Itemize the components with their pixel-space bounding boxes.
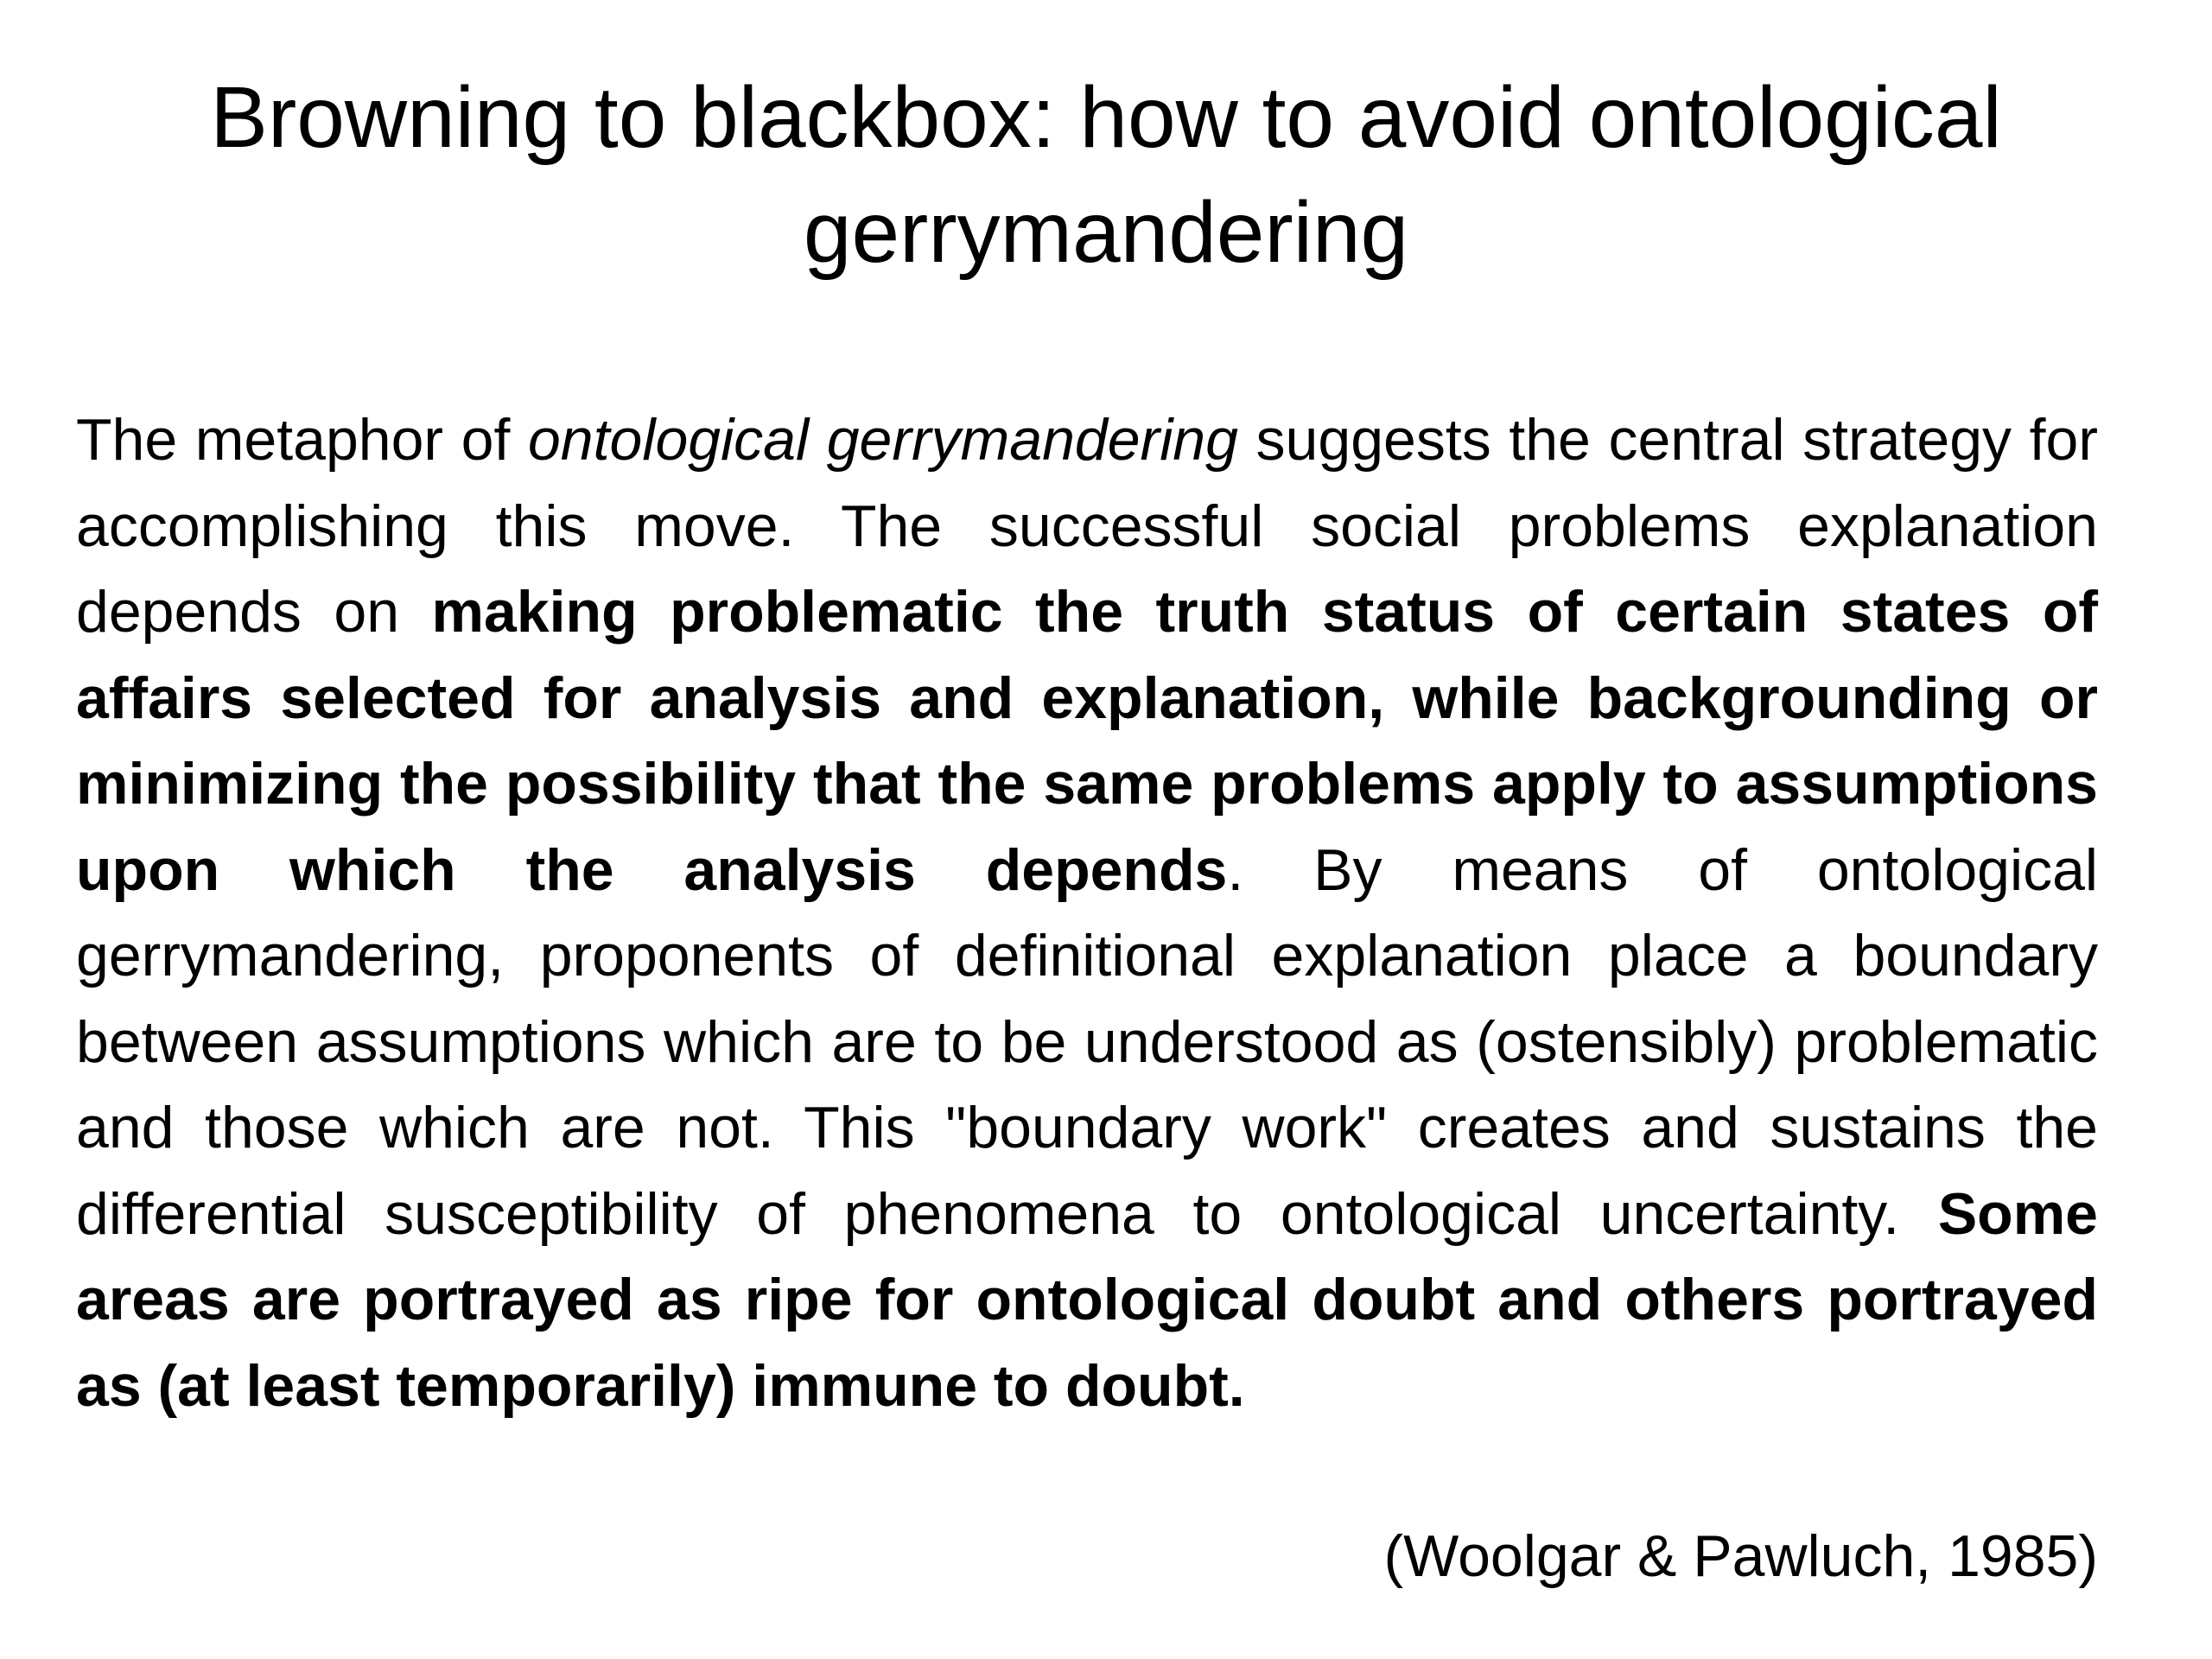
quote-paragraph <box>76 397 2098 1429</box>
slide-title: Browning to blackbox: how to avoid ontological gerrymandering <box>210 69 2002 281</box>
quote-text-3: . By means of ontological gerrymandering, proponents of definitional explanation place a boundary between assumptions which are to be understood as (ostensibly) problematic and those which are not. This "boundary work" creates and sustains the differential susceptibility of phenomena to ontological uncertainty. <box>76 836 2098 1247</box>
quote-italic-term: ontological gerrymandering <box>527 407 1238 473</box>
quote-intro: The metaphor of <box>76 407 528 473</box>
quote-text-2: suggests the central strategy for accomplishing this move. The successful social problems explanation depends on <box>76 407 2099 645</box>
quote-bold-2: Some areas are portrayed as ripe for ontological doubt and others portrayed as (at least temporarily) immune to doubt. <box>76 1180 2098 1419</box>
citation: (Woolgar & Pawluch, 1985) <box>1383 1523 2098 1589</box>
quote-bold-1: making problematic the truth status of certain states of affairs selected for analysis and explanation, while backgrounding or minimizing the possibility that the same problems apply to assumptions upon which the analysis depends <box>76 579 2099 903</box>
